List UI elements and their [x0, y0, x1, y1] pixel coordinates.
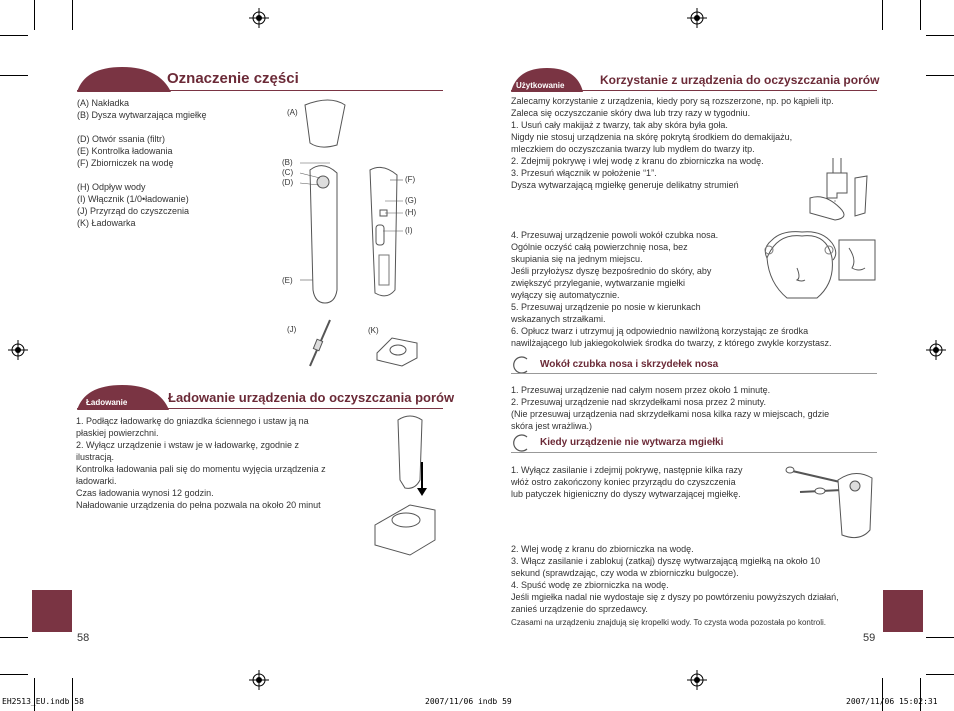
text-line: 5. Przesuwaj urządzenie po nosie w kierunkach — [511, 302, 701, 312]
crop-mark — [0, 674, 28, 675]
fig-label: (G) — [405, 196, 417, 205]
section-bullet-icon — [511, 356, 529, 374]
parts-list — [77, 97, 207, 229]
crop-mark — [0, 75, 28, 76]
text-line: Ogólnie oczyść całą powierzchnię nosa, bez — [511, 242, 688, 252]
nose-text — [511, 384, 829, 432]
text-line: Zalecamy korzystanie z urządzenia, kiedy pory są rozszerzone, np. po kąpieli itp. — [511, 96, 834, 106]
text-line: Nigdy nie stosuj urządzenia na skórę pokrytą środkiem do demakijażu, — [511, 132, 793, 142]
registration-mark-icon — [926, 340, 946, 360]
charging-title: Ładowanie urządzenia do oczyszczania porów — [168, 390, 455, 405]
part-item: (A) Nakładka — [77, 98, 130, 108]
fig-label: (H) — [405, 208, 417, 217]
part-item: (B) Dysza wytwarzająca mgiełkę — [77, 110, 207, 120]
slug-file: 2007/11/06 indb 59 — [425, 697, 512, 706]
heading-rule — [511, 90, 877, 91]
text-line: Czas ładowania wynosi 12 godzin. — [76, 488, 214, 498]
part-item: (K) Ładowarka — [77, 218, 136, 228]
text-line: nawilżającego lub jakiegokolwiek środka do twarzy, z którego zwykle korzystasz. — [511, 338, 832, 348]
registration-mark-icon — [8, 340, 28, 360]
text-line: 1. Przesuwaj urządzenie nad całym nosem przez około 1 minutę. — [511, 385, 771, 395]
mist-text — [511, 464, 743, 500]
fig-label: (C) — [282, 168, 294, 177]
text-line: wskazanych strzałkami. — [511, 314, 606, 324]
crop-mark — [926, 674, 954, 675]
nose-section-title: Wokół czubka nosa i skrzydełek nosa — [540, 359, 719, 370]
charging-text — [76, 415, 326, 511]
face-nose-illustration — [757, 228, 877, 308]
text-line: zanieś urządzenie do sprzedawcy. — [511, 604, 648, 614]
registration-mark-icon — [687, 670, 707, 690]
text-line: Zaleca się oczyszczanie skóry dwa lub trzy razy w tygodniu. — [511, 108, 751, 118]
text-line: płaskiej powierzchni. — [76, 428, 159, 438]
mist-section-title: Kiedy urządzenie nie wytwarza mgiełki — [540, 437, 724, 448]
fig-label: (J) — [287, 325, 297, 334]
section-rule — [511, 373, 877, 374]
text-line: 1. Podłącz ładowarkę do gniazdka ściennego i ustaw ją na — [76, 416, 309, 426]
charging-tab-label: Ładowanie — [86, 398, 128, 407]
part-item: (F) Zbiorniczek na wodę — [77, 158, 174, 168]
heading-rule — [77, 408, 443, 409]
tap-water-illustration — [805, 158, 880, 223]
text-line: 2. Zdejmij pokrywę i wlej wodę z kranu do zbiorniczka na wodę. — [511, 156, 764, 166]
charger-illustration — [372, 328, 422, 368]
text-line: skóra jest wrażliwa.) — [511, 421, 593, 431]
crop-mark — [920, 0, 921, 30]
text-line: 1. Usuń cały makijaż z twarzy, tak aby skóra była goła. — [511, 120, 728, 130]
part-item: (D) Otwór ssania (filtr) — [77, 134, 166, 144]
fig-label: (A) — [287, 108, 298, 117]
text-line: Jeśli mgiełka nadal nie wydostaje się z dyszy po powtórzeniu powyższych działań, — [511, 592, 839, 602]
crop-mark — [34, 0, 35, 30]
text-line: ilustracją. — [76, 452, 115, 462]
text-line: Naładowanie urządzenia do pełna pozwala na około 20 minut — [76, 500, 321, 510]
crop-mark — [0, 35, 28, 36]
registration-mark-icon — [687, 8, 707, 28]
text-line: 4. Spuść wodę ze zbiorniczka na wodę. — [511, 580, 669, 590]
fig-label: (D) — [282, 178, 294, 187]
text-line: 2. Wyłącz urządzenie i wstaw je w ładowarkę, zgodnie z — [76, 440, 300, 450]
text-line: Kontrolka ładowania pali się do momentu wyjęcia urządzenia z — [76, 464, 326, 474]
registration-mark-icon — [249, 670, 269, 690]
page-number: 58 — [77, 632, 90, 644]
text-line: 3. Włącz zasilanie i zablokuj (zatkaj) dyszę wytwarzającą mgiełką na około 10 — [511, 556, 821, 566]
usage-title: Korzystanie z urządzenia do oczyszczania porów — [600, 73, 880, 87]
nozzle-cleaning-illustration — [780, 460, 880, 545]
text-line: sekund (sprawdzając, czy woda w zbiorniczku bulgocze). — [511, 568, 739, 578]
heading-rule — [77, 90, 443, 91]
fig-label: (E) — [282, 276, 293, 285]
charging-illustration — [370, 410, 440, 560]
crop-mark — [72, 0, 73, 30]
crop-mark — [926, 637, 954, 638]
text-line: mleczkiem do oczyszczania twarzy lub mydłem do twarzy itp. — [511, 144, 755, 154]
crop-mark — [882, 678, 883, 711]
text-line: Dysza wytwarzającą mgiełkę generuje delikatny strumień — [511, 180, 739, 190]
page-number: 59 — [863, 632, 876, 644]
crop-mark — [882, 0, 883, 30]
crop-mark — [926, 35, 954, 36]
text-line: (Nie przesuwaj urządzenia nad skrzydełkami nosa kilka razy w miejscach, gdzie — [511, 409, 830, 419]
heading-tab-shape — [77, 67, 171, 92]
page-side-marker — [883, 590, 923, 632]
crop-mark — [0, 637, 28, 638]
page-side-marker — [32, 590, 72, 632]
part-item: (J) Przyrząd do czyszczenia — [77, 206, 190, 216]
registration-mark-icon — [249, 8, 269, 28]
fig-label: (F) — [405, 175, 416, 184]
text-line: zwiększyć przyleganie, wytwarzanie mgiełki — [511, 278, 686, 288]
crop-mark — [926, 75, 954, 76]
text-line: skupiania się na jednym miejscu. — [511, 254, 643, 264]
parts-title: Oznaczenie części — [167, 70, 299, 87]
text-line: 3. Przesuń włącznik w położenie “1”. — [511, 168, 657, 178]
text-line: Jeśli przyłożysz dyszę bezpośrednio do skóry, aby — [511, 266, 712, 276]
fig-label: (I) — [405, 226, 413, 235]
text-line: lub patyczek higieniczny do dyszy wytwarzającej mgiełkę. — [511, 489, 741, 499]
text-line: 2. Wlej wodę z kranu do zbiorniczka na wodę. — [511, 544, 694, 554]
part-item: (I) Włącznik (1/0•ładowanie) — [77, 194, 189, 204]
slug-date: 2007/11/06 15:02:31 — [846, 697, 938, 706]
part-item: (E) Kontrolka ładowania — [77, 146, 173, 156]
text-line: ładowarki. — [76, 476, 117, 486]
section-bullet-icon — [511, 434, 529, 452]
text-line: 2. Przesuwaj urządzenie nad skrzydełkami nosa przez 2 minuty. — [511, 397, 766, 407]
text-line: wyłączy się automatycznie. — [511, 290, 620, 300]
slug-file: EH2513_EU.indb 58 — [2, 697, 84, 706]
crop-mark — [920, 678, 921, 711]
cleaning-tool-illustration — [305, 318, 335, 368]
fig-label: (K) — [368, 326, 379, 335]
usage-tab-label: Użytkowanie — [516, 81, 565, 90]
note-text: Czasami na urządzeniu znajdują się kropelki wody. To czysta woda pozostała po kontroli. — [511, 618, 826, 627]
crop-mark — [34, 678, 35, 711]
text-line: włóż ostro zakończony koniec przyrządu do czyszczenia — [511, 477, 736, 487]
section-rule — [511, 452, 877, 453]
final-text — [511, 543, 839, 615]
usage-intro — [511, 95, 834, 191]
part-item: (H) Odpływ wody — [77, 182, 146, 192]
fig-label: (B) — [282, 158, 293, 167]
text-line: 1. Wyłącz zasilanie i zdejmij pokrywę, następnie kilka razy — [511, 465, 743, 475]
text-line: 6. Opłucz twarz i utrzymuj ją odpowiednio nawilżoną korzystając ze środka — [511, 326, 809, 336]
crop-mark — [72, 678, 73, 711]
text-line: 4. Przesuwaj urządzenie powoli wokół czubka nosa. — [511, 230, 719, 240]
